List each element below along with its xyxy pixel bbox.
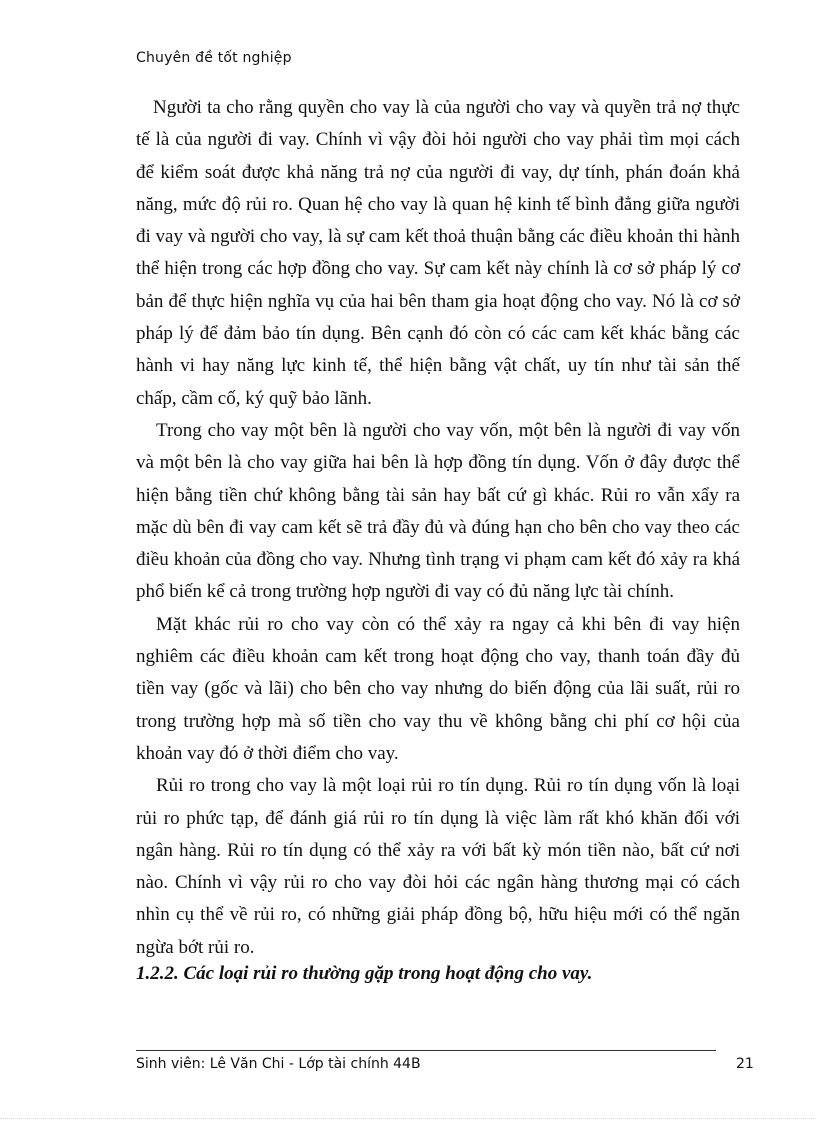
paragraph-1: Người ta cho rằng quyền cho vay là của người cho vay và quyền trả nợ thực tế là của người đi vay. Chính vì vậy đòi hỏi người cho vay phải tìm mọi cách để kiểm soát được khả năng trả nợ của người đi vay, dự tính, phán đoán khả năng, mức độ rủi ro. Quan hệ cho vay là quan hệ kinh tế bình đẳng giữa người đi vay và người cho vay, là sự cam kết thoả thuận bằng các điều khoản thi hành thể hiện trong các hợp đồng cho vay. Sự cam kết này chính là cơ sở pháp lý cơ bản để thực hiện nghĩa vụ của hai bên tham gia hoạt động cho vay. Nó là cơ sở pháp lý để đảm bảo tín dụng. Bên cạnh đó còn có các cam kết khác bằng các hành vi hay năng lực kinh tế, thể hiện bằng vật chất, uy tín như tài sản thế chấp, cầm cố, ký quỹ bảo lãnh.	[136, 97, 740, 409]
body-text	[136, 92, 740, 964]
page-edge-divider	[0, 1118, 816, 1119]
footer-divider	[136, 1050, 716, 1051]
paragraph-4: Rủi ro trong cho vay là một loại rủi ro tín dụng. Rủi ro tín dụng vốn là loại rủi ro phức tạp, để đánh giá rủi ro tín dụng là việc làm rất khó khăn đối với ngân hàng. Rủi ro tín dụng có thể xảy ra với bất kỳ món tiền nào, bất cứ nơi nào. Chính vì vậy rủi ro cho vay đòi hỏi các ngân hàng thương mại có cách nhìn cụ thể về rủi ro, có những giải pháp đồng bộ, hữu hiệu mới có thể ngăn ngừa bớt rủi ro.	[136, 775, 740, 958]
footer-author: Sinh viên: Lê Văn Chi - Lớp tài chính 44B	[136, 1056, 421, 1072]
running-header: Chuyên đề tốt nghiệp	[136, 50, 292, 66]
page-number: 21	[736, 1056, 754, 1072]
paragraph-2: Trong cho vay một bên là người cho vay vốn, một bên là người đi vay vốn và một bên là cho vay giữa hai bên là hợp đồng tín dụng. Vốn ở đây được thể hiện bằng tiền chứ không bằng tài sản hay bất cứ gì khác. Rủi ro vẫn xẩy ra mặc dù bên đi vay cam kết sẽ trả đầy đủ và đúng hạn cho bên cho vay theo các điều khoản của đồng cho vay. Nhưng tình trạng vi phạm cam kết đó xảy ra khá phổ biến kể cả trong trường hợp người đi vay có đủ năng lực tài chính.	[136, 419, 740, 603]
paragraph-3: Mặt khác rủi ro cho vay còn có thể xảy ra ngay cả khi bên đi vay hiện nghiêm các điều khoản cam kết trong hoạt động cho vay, thanh toán đầy đủ tiền vay (gốc và lãi) cho bên cho vay nhưng do biến động của lãi suất, rủi ro trong trường hợp mà số tiền cho vay thu về không bằng chi phí cơ hội của khoản vay đó ở thời điểm cho vay.	[136, 613, 740, 764]
section-heading: 1.2.2. Các loại rủi ro thường gặp trong hoạt động cho vay.	[136, 963, 593, 984]
